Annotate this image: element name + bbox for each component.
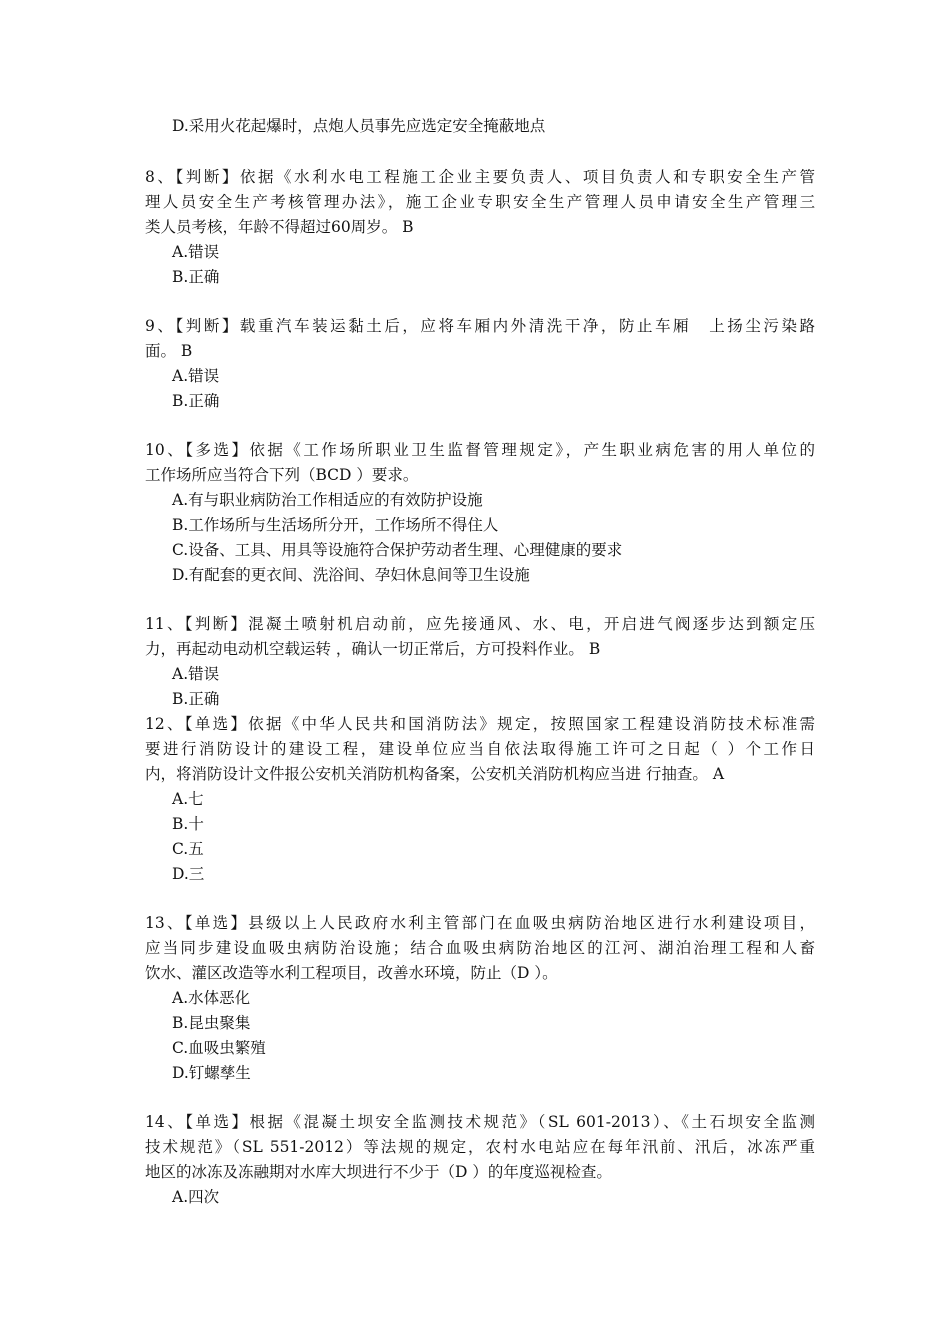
option-d: D.有配套的更衣间、洗浴间、孕妇休息间等卫生设施 <box>172 566 530 584</box>
option-a: A.错误 <box>172 367 220 385</box>
question-text-line: 要进行消防设计的建设工程，建设单位应当自依法取得施工许可之日起（ ）个工作日 <box>145 740 815 758</box>
question-text-line: 地区的冰冻及冻融期对水库大坝进行不少于（D ）的年度巡视检查。 <box>145 1163 612 1181</box>
option-a: A.错误 <box>172 243 220 261</box>
question-text-line: 工作场所应当符合下列（BCD ）要求。 <box>145 466 419 484</box>
option-d: D.三 <box>172 865 205 883</box>
question-text-line: 类人员考核，年龄不得超过60周岁。 B <box>145 218 414 236</box>
option-b: B.昆虫聚集 <box>172 1014 251 1032</box>
question-text-line: 9、【判断】载重汽车装运黏土后，应将车厢内外清洗干净，防止车厢 上扬尘污染路 <box>145 317 815 335</box>
option-b: B.正确 <box>172 268 220 286</box>
question-block-7-tail <box>145 114 815 139</box>
option-a: A.水体恶化 <box>172 989 251 1007</box>
question-block-8 <box>145 165 815 290</box>
option-a: A.七 <box>172 790 204 808</box>
option-c: C.五 <box>172 840 204 858</box>
question-text-line: 面。 B <box>145 342 193 360</box>
option-c: C.血吸虫繁殖 <box>172 1039 266 1057</box>
question-text-line: 应当同步建设血吸虫病防治设施；结合血吸虫病防治地区的江河、湖泊治理工程和人畜 <box>145 939 815 957</box>
question-block-14 <box>145 1110 815 1210</box>
question-text-line: 内，将消防设计文件报公安机关消防机构备案，公安机关消防机构应当进 行抽查。 A <box>145 765 725 783</box>
option-d: D.采用火花起爆时，点炮人员事先应选定安全掩蔽地点 <box>172 117 546 135</box>
question-text-line: 11、【判断】混凝土喷射机启动前，应先接通风、水、电，开启进气阀逐步达到额定压 <box>145 615 815 633</box>
question-text-line: 理人员安全生产考核管理办法》，施工企业专职安全生产管理人员申请安全生产管理三 <box>145 193 815 211</box>
question-text-line: 10、【多选】依据《工作场所职业卫生监督管理规定》，产生职业病危害的用人单位的 <box>145 441 815 459</box>
option-b: B.正确 <box>172 392 220 410</box>
question-text-line: 饮水、灌区改造等水利工程项目，改善水环境，防止（D ）。 <box>145 964 558 982</box>
question-text-line: 力，再起动电动机空载运转 ，确认一切正常后，方可投料作业。 B <box>145 640 601 658</box>
question-block-9 <box>145 314 815 414</box>
question-block-13 <box>145 911 815 1086</box>
option-b: B.十 <box>172 815 204 833</box>
question-block-10 <box>145 438 815 588</box>
option-a: A.错误 <box>172 665 220 683</box>
question-text-line: 14、【单选】根据《混凝土坝安全监测技术规范》（SL 601-2013）、《土石坝安全监测 <box>145 1113 815 1131</box>
question-text-line: 8、【判断】依据《水利水电工程施工企业主要负责人、项目负责人和专职安全生产管 <box>145 168 815 186</box>
question-block-11 <box>145 612 815 712</box>
option-b: B.工作场所与生活场所分开，工作场所不得住人 <box>172 516 499 534</box>
question-block-12 <box>145 712 815 887</box>
question-text-line: 12、【单选】依据《中华人民共和国消防法》规定，按照国家工程建设消防技术标准需 <box>145 715 815 733</box>
question-text-line: 13、【单选】县级以上人民政府水利主管部门在血吸虫病防治地区进行水利建设项目， <box>145 914 815 932</box>
option-a: A.四次 <box>172 1188 220 1206</box>
question-text-line: 技术规范》（SL 551-2012）等法规的规定，农村水电站应在每年汛前、汛后，冰冻严重 <box>145 1138 815 1156</box>
option-a: A.有与职业病防治工作相适应的有效防护设施 <box>172 491 483 509</box>
option-d: D.钉螺孳生 <box>172 1064 251 1082</box>
option-c: C.设备、工具、用具等设施符合保护劳动者生理、心理健康的要求 <box>172 541 623 559</box>
option-b: B.正确 <box>172 690 220 708</box>
